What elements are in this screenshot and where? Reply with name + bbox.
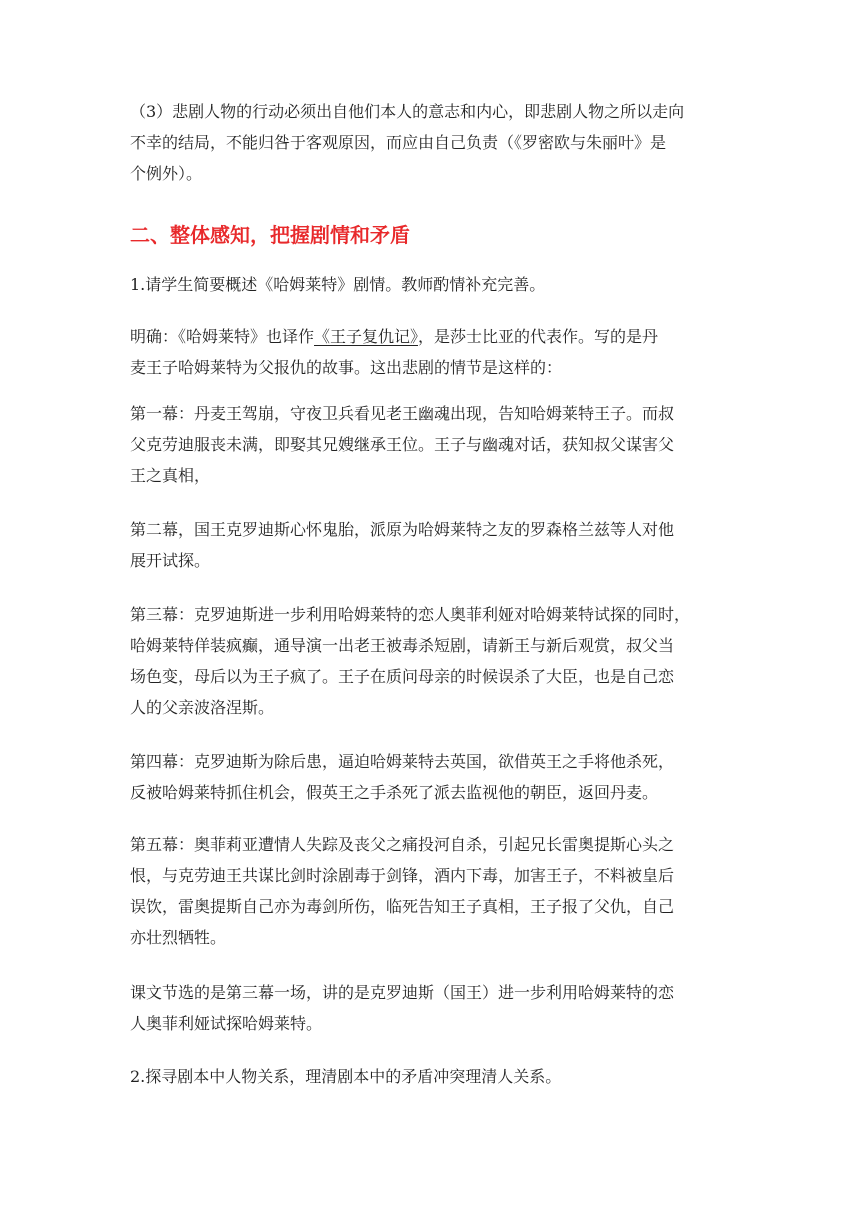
text-line: 反被哈姆莱特抓住机会，假英王之手杀死了派去监视他的朝臣，返回丹麦。 [130, 783, 659, 802]
text-line: 2.探寻剧本中人物关系，理清剧本中的矛盾冲突理清人关系。 [130, 1067, 562, 1086]
paragraph-act-3 [130, 599, 730, 723]
play-alt-title-link: 《王子复仇记》 [314, 327, 419, 346]
text-line: 父克劳迪服丧未满，即娶其兄嫂继承王位。王子与幽魂对话，获知叔父谋害父 [130, 435, 675, 454]
text-line: 第三幕：克罗迪斯进一步利用哈姆莱特的恋人奥菲利娅对哈姆莱特试探的同时， [130, 605, 691, 624]
text-line: 恨，与克劳迪王共谋比剑时涂剧毒于剑锋，酒内下毒，加害王子，不料被皇后 [130, 866, 675, 885]
text-line: 第五幕：奥菲莉亚遭情人失踪及丧父之痛投河自杀，引起兄长雷奥提斯心头之 [130, 835, 675, 854]
paragraph-excerpt [130, 977, 730, 1039]
text-line: 人的父亲波洛涅斯。 [130, 698, 275, 717]
text-line: 误饮，雷奥提斯自己亦为毒剑所伤，临死告知王子真相，王子报了父仇，自己 [130, 897, 675, 916]
question-2 [130, 1061, 730, 1092]
paragraph-act-4 [130, 746, 730, 808]
text-line: 不幸的结局，不能归咎于客观原因，而应由自己负责（《罗密欧与朱丽叶》是 [130, 133, 667, 152]
text-line: 第四幕：克罗迪斯为除后患，逼迫哈姆莱特去英国，欲借英王之手将他杀死， [130, 752, 675, 771]
question-1 [130, 269, 730, 300]
text-line: （3）悲剧人物的行动必须出自他们本人的意志和内心，即悲剧人物之所以走向 [130, 102, 685, 121]
text-line: 1.请学生简要概述《哈姆莱特》剧情。教师酌情补充完善。 [130, 275, 546, 294]
text-line: 人奥菲利娅试探哈姆莱特。 [130, 1014, 323, 1033]
text-line: 王之真相， [130, 466, 211, 485]
text-line [130, 321, 730, 352]
text-line: 第二幕，国王克罗迪斯心怀鬼胎，派原为哈姆莱特之友的罗森格兰兹等人对他 [130, 520, 675, 539]
answer-suffix: ，是莎士比亚的代表作。写的是丹 [418, 327, 659, 346]
text-line: 哈姆莱特佯装疯癫，通导演一出老王被毒杀短剧，请新王与新后观赏，叔父当 [130, 636, 675, 655]
text-line: 第一幕：丹麦王驾崩，守夜卫兵看见老王幽魂出现，告知哈姆莱特王子。而叔 [130, 404, 675, 423]
paragraph-answer [130, 321, 730, 383]
paragraph-act-5 [130, 829, 730, 953]
answer-prefix: 明确：《哈姆莱特》也译作 [130, 327, 315, 346]
paragraph-act-2 [130, 514, 730, 576]
text-line: 亦壮烈牺牲。 [130, 928, 227, 947]
paragraph-act-1 [130, 398, 730, 491]
paragraph-tragedy-point-3 [130, 96, 730, 189]
section-heading: 二、整体感知，把握剧情和矛盾 [130, 223, 410, 247]
text-line: 课文节选的是第三幕一场，讲的是克罗迪斯（国王）进一步利用哈姆莱特的恋 [130, 983, 675, 1002]
text-line: 场色变，母后以为王子疯了。王子在质问母亲的时候误杀了大臣，也是自己恋 [130, 667, 675, 686]
text-line: 麦王子哈姆莱特为父报仇的故事。这出悲剧的情节是这样的： [130, 358, 563, 377]
text-line: 展开试探。 [130, 551, 211, 570]
text-line: 个例外）。 [130, 164, 203, 183]
